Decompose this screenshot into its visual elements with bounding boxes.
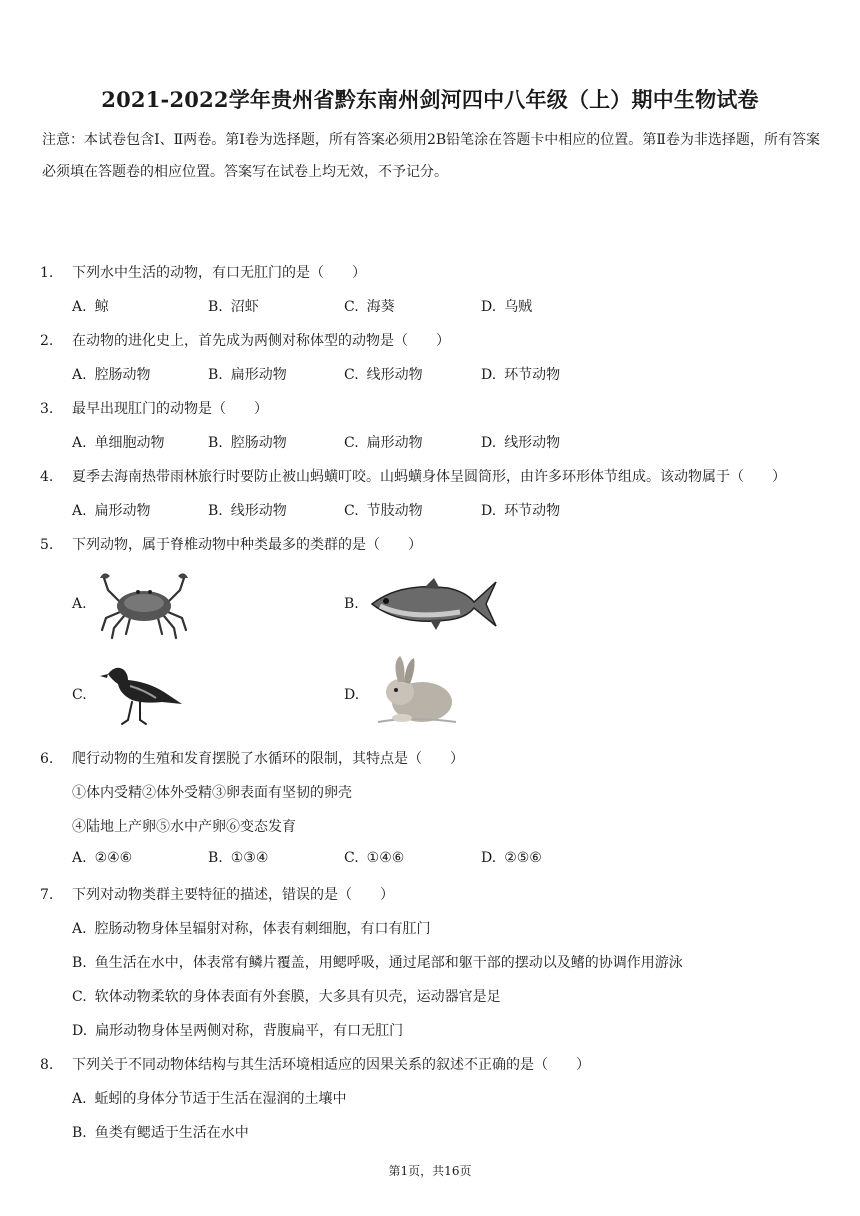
question-8 [40, 1054, 590, 1074]
option-7d[interactable]: D. 扁形动物身体呈两侧对称，背腹扁平，有口无肛门 [72, 1023, 404, 1039]
question-2 [40, 330, 450, 350]
option-6d[interactable]: D. ②⑤⑥ [481, 850, 542, 866]
option-5c[interactable]: C. [72, 687, 87, 703]
question-text: 下列关于不同动物体结构与其生活环境相适应的因果关系的叙述不正确的是（ ） [72, 1057, 590, 1073]
fish-icon [370, 576, 500, 632]
option-1c[interactable]: C. 海葵 [344, 299, 395, 315]
question-text: 最早出现肛门的动物是（ ） [72, 401, 268, 417]
option-1a[interactable]: A. 鲸 [72, 299, 109, 315]
statement-line: ①体内受精②体外受精③卵表面有坚韧的卵壳 [72, 785, 352, 801]
crab-icon [98, 568, 190, 640]
option-4a[interactable]: A. 扁形动物 [72, 503, 151, 519]
option-2b[interactable]: B. 扁形动物 [208, 367, 287, 383]
option-5d[interactable]: D. [344, 687, 360, 703]
question-number: 2. [40, 333, 54, 349]
option-8a[interactable]: A. 蚯蚓的身体分节适于生活在湿润的土壤中 [72, 1091, 347, 1107]
question-5 [40, 534, 422, 554]
option-3a[interactable]: A. 单细胞动物 [72, 435, 165, 451]
question-number: 7. [40, 887, 54, 903]
question-number: 1. [40, 265, 54, 281]
question-number: 3. [40, 401, 54, 417]
option-6c[interactable]: C. ①④⑥ [344, 850, 405, 866]
rabbit-icon [372, 654, 458, 726]
bird-icon [98, 660, 184, 726]
exam-notice: 注意：本试卷包含Ⅰ、Ⅱ两卷。第Ⅰ卷为选择题，所有答案必须用2B铅笔涂在答题卡中相应的位置。第Ⅱ卷为非选择题，所有答案必须填在答题卷的相应位置。答案写在试卷上均无效，不予记分。 [42, 132, 820, 180]
question-text: 下列水中生活的动物，有口无肛门的是（ ） [72, 265, 366, 281]
option-3b[interactable]: B. 腔肠动物 [208, 435, 287, 451]
question-6 [40, 748, 464, 768]
question-number: 6. [40, 751, 54, 767]
option-7a[interactable]: A. 腔肠动物身体呈辐射对称，体表有刺细胞，有口有肛门 [72, 921, 431, 937]
option-1b[interactable]: B. 沼虾 [208, 299, 259, 315]
option-6b[interactable]: B. ①③④ [208, 850, 269, 866]
option-8b[interactable]: B. 鱼类有鳃适于生活在水中 [72, 1125, 249, 1141]
question-3 [40, 398, 268, 418]
question-text: 下列动物，属于脊椎动物中种类最多的类群的是（ ） [72, 537, 422, 553]
option-1d[interactable]: D. 乌贼 [481, 299, 533, 315]
option-2a[interactable]: A. 腔肠动物 [72, 367, 151, 383]
option-2d[interactable]: D. 环节动物 [481, 367, 561, 383]
statement-line: ④陆地上产卵⑤水中产卵⑥变态发育 [72, 819, 296, 835]
option-7b[interactable]: B. 鱼生活在水中，体表常有鳞片覆盖，用鳃呼吸，通过尾部和躯干部的摆动以及鳍的协调作用游泳 [72, 955, 683, 971]
question-4 [40, 466, 786, 486]
option-4c[interactable]: C. 节肢动物 [344, 503, 423, 519]
option-5a[interactable]: A. [72, 596, 87, 612]
option-5b[interactable]: B. [344, 596, 359, 612]
question-1 [40, 262, 366, 282]
option-6a[interactable]: A. ②④⑥ [72, 850, 133, 866]
option-3d[interactable]: D. 线形动物 [481, 435, 561, 451]
option-4b[interactable]: B. 线形动物 [208, 503, 287, 519]
option-2c[interactable]: C. 线形动物 [344, 367, 423, 383]
page-title: 2021-2022学年贵州省黔东南州剑河四中八年级（上）期中生物试卷 [101, 87, 759, 112]
option-3c[interactable]: C. 扁形动物 [344, 435, 423, 451]
question-text: 下列对动物类群主要特征的描述，错误的是（ ） [72, 887, 394, 903]
question-number: 8. [40, 1057, 54, 1073]
page-footer: 第1页，共16页 [388, 1164, 472, 1178]
question-7 [40, 884, 394, 904]
option-4d[interactable]: D. 环节动物 [481, 503, 561, 519]
question-number: 5. [40, 537, 54, 553]
question-text: 爬行动物的生殖和发育摆脱了水循环的限制，其特点是（ ） [72, 751, 464, 767]
option-7c[interactable]: C. 软体动物柔软的身体表面有外套膜，大多具有贝壳，运动器官是足 [72, 989, 501, 1005]
question-text: 在动物的进化史上，首先成为两侧对称体型的动物是（ ） [72, 333, 450, 349]
question-text: 夏季去海南热带雨林旅行时要防止被山蚂蟥叮咬。山蚂蟥身体呈圆筒形，由许多环形体节组成。该动物属于（ ） [72, 469, 786, 485]
question-number: 4. [40, 469, 54, 485]
